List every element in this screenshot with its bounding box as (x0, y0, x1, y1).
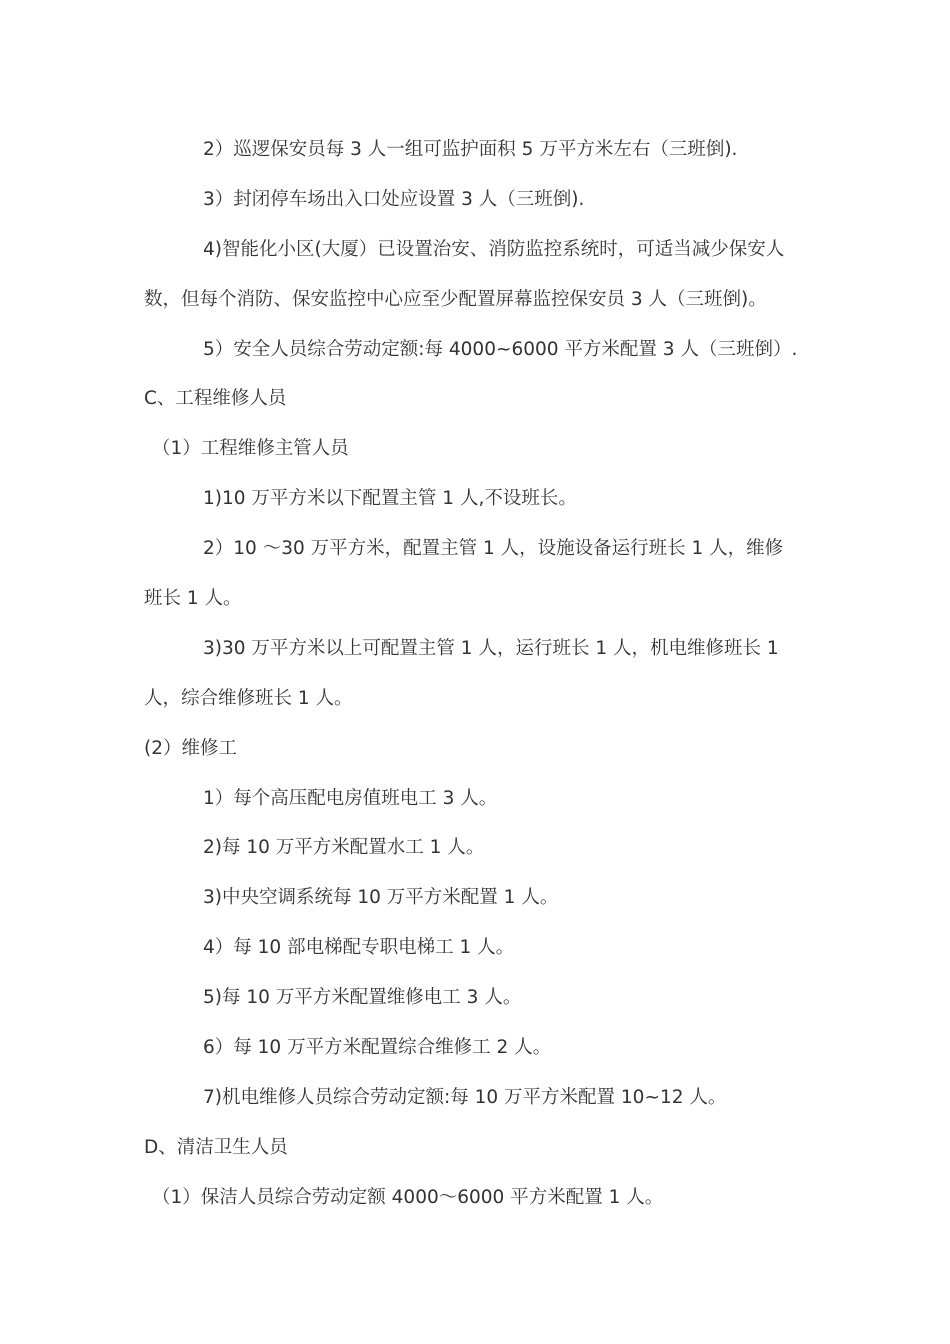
paragraph-general-maintenance: 6）每 10 万平方米配置综合维修工 2 人。 (203, 1037, 552, 1059)
paragraph-high-voltage-electricians: 1）每个高压配电房值班电工 3 人。 (203, 787, 498, 809)
paragraph-maintenance-electricians: 5)每 10 万平方米配置维修电工 3 人。 (203, 987, 522, 1009)
document-body (0, 132, 950, 1230)
paragraph-hvac: 3)中央空调系统每 10 万平方米配置 1 人。 (203, 887, 559, 909)
paragraph-patrol-guards: 2）巡逻保安员每 3 人一组可监护面积 5 万平方米左右（三班倒). (203, 139, 738, 160)
paragraph-supervisor-10-30: 2）10 ～30 万平方米，配置主管 1 人，设施设备运行班长 1 人，维修 (203, 538, 784, 560)
paragraph-smart-community: 4)智能化小区(大厦）已设置治安、消防监控系统时，可适当减少保安人 (203, 238, 785, 260)
paragraph-elevator-workers: 4）每 10 部电梯配专职电梯工 1 人。 (203, 937, 515, 959)
paragraph-plumbers: 2)每 10 万平方米配置水工 1 人。 (203, 837, 485, 859)
paragraph-supervisor-10-30-continued: 班长 1 人。 (144, 588, 242, 610)
paragraph-parking-entrance: 3）封闭停车场出入口处应设置 3 人（三班倒). (203, 188, 585, 210)
paragraph-supervisor-over-30: 3)30 万平方米以上可配置主管 1 人，运行班长 1 人，机电维修班长 1 (203, 637, 779, 659)
subheading-maintenance-workers: (2）维修工 (144, 737, 237, 759)
paragraph-supervisor-under-10: 1)10 万平方米以下配置主管 1 人,不设班长。 (203, 488, 577, 510)
subheading-engineering-supervisors: （1）工程维修主管人员 (152, 438, 349, 460)
paragraph-cleaning-labor-quota: （1）保洁人员综合劳动定额 4000～6000 平方米配置 1 人。 (152, 1186, 664, 1208)
paragraph-mechanical-labor-quota: 7)机电维修人员综合劳动定额:每 10 万平方米配置 10~12 人。 (203, 1086, 727, 1108)
section-heading-engineering: C、工程维修人员 (144, 388, 287, 410)
paragraph-supervisor-over-30-continued: 人，综合维修班长 1 人。 (144, 687, 353, 709)
paragraph-security-labor-quota: 5）安全人员综合劳动定额:每 4000~6000 平方米配置 3 人（三班倒）. (203, 338, 798, 360)
section-heading-cleaning: D、清洁卫生人员 (144, 1136, 288, 1158)
paragraph-smart-community-continued: 数，但每个消防、保安监控中心应至少配置屏幕监控保安员 3 人（三班倒)。 (144, 288, 767, 310)
